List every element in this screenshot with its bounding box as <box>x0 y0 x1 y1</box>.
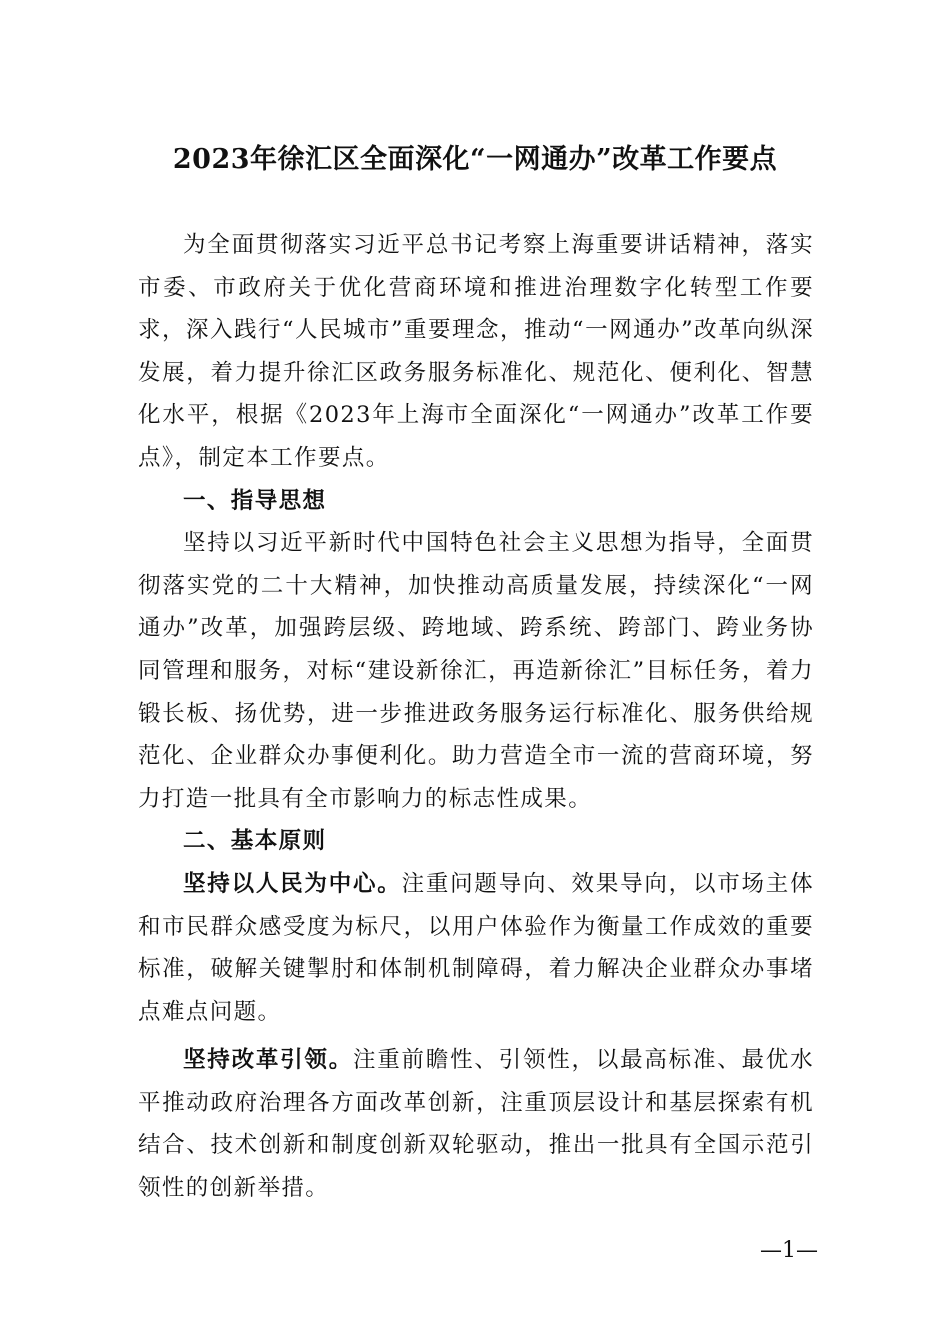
intro-paragraph: 为全面贯彻落实习近平总书记考察上海重要讲话精神，落实市委、市政府关于优化营商环境和推进治理数字化转型工作要求，深入践行“人民城市”重要理念，推动“一网通办”改革向纵深发展，着力提升徐汇区政务服务标准化、规范化、便利化、智慧化水平，根据《2023年上海市全面深化“一网通办”改革工作要点》，制定本工作要点。 <box>138 232 814 471</box>
page-number: —1— <box>760 1238 818 1263</box>
principle-lead: 坚持改革引领。 <box>183 1047 353 1074</box>
section-heading-basic-principles: 二、基本原则 <box>183 828 327 855</box>
guiding-ideology-paragraph: 坚持以习近平新时代中国特色社会主义思想为指导，全面贯彻落实党的二十大精神，加快推动高质量发展，持续深化“一网通办”改革，加强跨层级、跨地域、跨系统、跨部门、跨业务协同管理和服务，对标“建设新徐汇，再造新徐汇”目标任务，着力锻长板、扬优势，进一步推进政务服务运行标准化、服务供给规范化、企业群众办事便利化。助力营造全市一流的营商环境，努力打造一批具有全市影响力的标志性成果。 <box>138 530 814 812</box>
section-heading-guiding-ideology: 一、指导思想 <box>183 487 327 514</box>
principle-lead: 坚持以人民为中心。 <box>183 870 402 897</box>
document-body <box>138 224 814 1210</box>
document-title: 2023年徐汇区全面深化“一网通办”改革工作要点 <box>172 144 778 175</box>
principle-paragraph-reform-led <box>138 1039 814 1209</box>
principle-text: 注重问题导向、效果导向，以市场主体和市民群众感受度为标尺，以用户体验作为衡量工作成效的重要标准，破解关键掣肘和体制机制障碍，着力解决企业群众办事堵点难点问题。 <box>138 870 814 1025</box>
principle-text: 注重前瞻性、引领性，以最高标准、最优水平推动政府治理各方面改革创新，注重顶层设计和基层探索有机结合、技术创新和制度创新双轮驱动，推出一批具有全国示范引领性的创新举措。 <box>138 1047 814 1202</box>
principle-paragraph-people-centered <box>138 863 814 1033</box>
